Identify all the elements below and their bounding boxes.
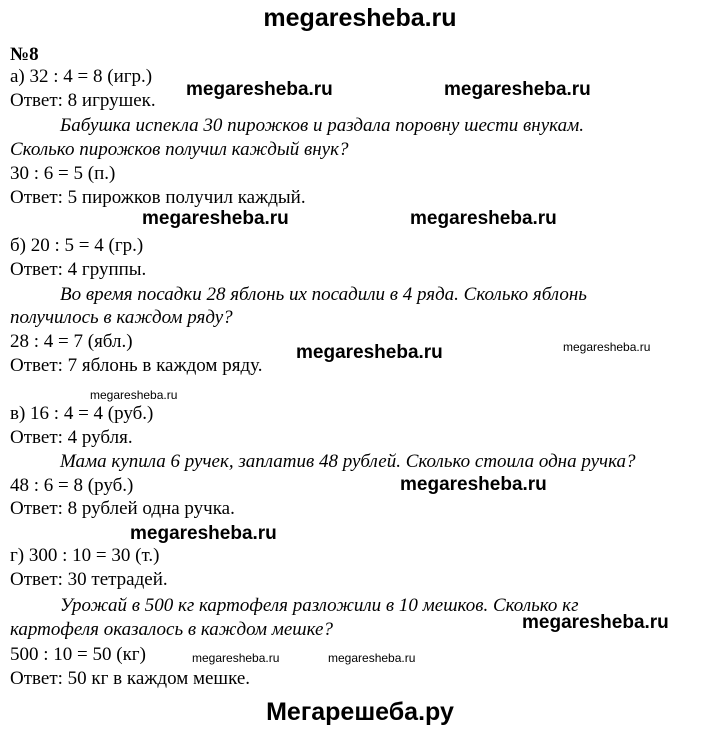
solution-a: а) 32 : 4 = 8 (игр.): [10, 66, 153, 87]
watermark: megaresheba.ru: [400, 474, 547, 495]
watermark: megaresheba.ru: [296, 342, 443, 363]
task-number: №8: [10, 44, 39, 65]
site-header: megaresheba.ru: [263, 4, 457, 32]
problem-a-line-1: Бабушка испекла 30 пирожков и раздала поровну шести внукам.: [60, 115, 584, 136]
answer-g: Ответ: 30 тетрадей.: [10, 569, 168, 590]
solution-v: в) 16 : 4 = 4 (руб.): [10, 403, 154, 424]
problem-b-line-1: Во время посадки 28 яблонь их посадили в 4 ряда. Сколько яблонь: [60, 284, 587, 305]
problem-a-line-2: Сколько пирожков получил каждый внук?: [10, 139, 349, 160]
watermark: megaresheba.ru: [186, 79, 333, 100]
watermark: megaresheba.ru: [192, 651, 280, 665]
answer-v-2: Ответ: 8 рублей одна ручка.: [10, 498, 235, 519]
answer-b: Ответ: 4 группы.: [10, 259, 147, 280]
watermark: megaresheba.ru: [328, 651, 416, 665]
answer-v: Ответ: 4 рубля.: [10, 427, 133, 448]
solution-a-2: 30 : 6 = 5 (п.): [10, 163, 116, 184]
problem-b-line-2: получилось в каждом ряду?: [10, 307, 233, 328]
site-footer: Мегарешеба.ру: [266, 698, 454, 726]
watermark: megaresheba.ru: [130, 523, 277, 544]
solution-g: г) 300 : 10 = 30 (т.): [10, 545, 160, 566]
solution-b-2: 28 : 4 = 7 (ябл.): [10, 331, 133, 352]
watermark: megaresheba.ru: [410, 208, 557, 229]
solution-v-2: 48 : 6 = 8 (руб.): [10, 475, 134, 496]
watermark: megaresheba.ru: [90, 388, 178, 402]
watermark: megaresheba.ru: [563, 340, 651, 354]
watermark: megaresheba.ru: [444, 79, 591, 100]
problem-g-line-1: Урожай в 500 кг картофеля разложили в 10 мешков. Сколько кг: [60, 595, 579, 616]
watermark: megaresheba.ru: [522, 612, 669, 633]
answer-a-2: Ответ: 5 пирожков получил каждый.: [10, 187, 306, 208]
answer-b-2: Ответ: 7 яблонь в каждом ряду.: [10, 355, 263, 376]
problem-g-line-2: картофеля оказалось в каждом мешке?: [10, 619, 333, 640]
answer-a: Ответ: 8 игрушек.: [10, 90, 156, 111]
solution-g-2: 500 : 10 = 50 (кг): [10, 644, 146, 665]
problem-v: Мама купила 6 ручек, заплатив 48 рублей. Сколько стоила одна ручка?: [60, 451, 636, 472]
solution-b: б) 20 : 5 = 4 (гр.): [10, 235, 144, 256]
answer-g-2: Ответ: 50 кг в каждом мешке.: [10, 668, 251, 689]
watermark: megaresheba.ru: [142, 208, 289, 229]
